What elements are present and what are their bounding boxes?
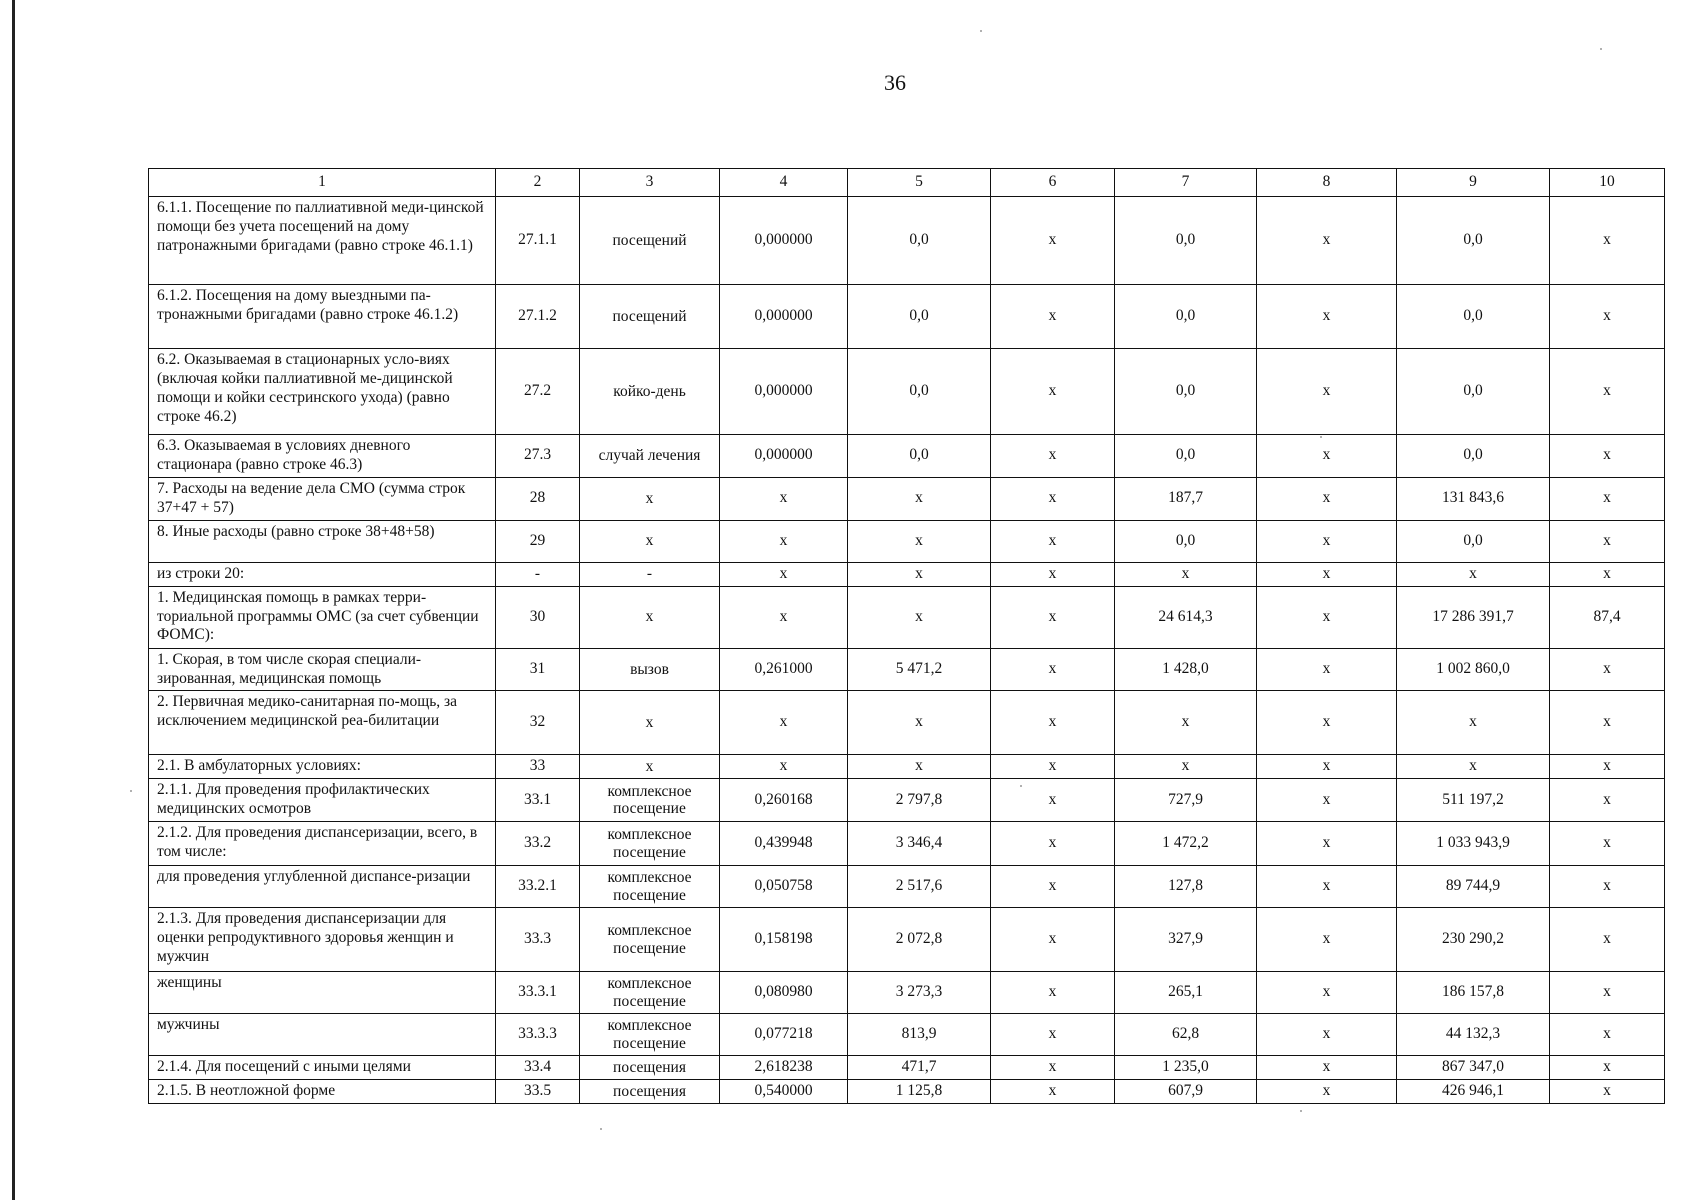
col10-value: х xyxy=(1550,1056,1665,1080)
col9-value: 17 286 391,7 xyxy=(1397,586,1550,648)
column-header: 5 xyxy=(848,169,991,197)
table-row xyxy=(149,822,1665,866)
row-unit: посещений xyxy=(580,197,720,285)
col4-value: х xyxy=(720,562,848,586)
col6-value: х xyxy=(991,908,1115,972)
col10-value: х xyxy=(1550,648,1665,691)
col10-value: х xyxy=(1550,285,1665,349)
col5-value: х xyxy=(848,477,991,520)
table-row xyxy=(149,349,1665,435)
row-unit: комплексное посещение xyxy=(580,866,720,908)
col7-value: х xyxy=(1115,755,1257,779)
row-name: 1. Скорая, в том числе скорая специали-зированная, медицинская помощь xyxy=(149,648,496,691)
col4-value: 0,050758 xyxy=(720,866,848,908)
col10-value: х xyxy=(1550,520,1665,562)
row-unit: койко-день xyxy=(580,349,720,435)
row-name: женщины xyxy=(149,972,496,1014)
col8-value: х xyxy=(1257,435,1397,478)
col7-value: 0,0 xyxy=(1115,285,1257,349)
row-name: 2. Первичная медико-санитарная по-мощь, за исключением медицинской реа-билитации xyxy=(149,691,496,755)
col7-value: 0,0 xyxy=(1115,197,1257,285)
col4-value: 0,439948 xyxy=(720,822,848,866)
row-code: 30 xyxy=(496,586,580,648)
col6-value: х xyxy=(991,562,1115,586)
row-unit: - xyxy=(580,562,720,586)
col10-value: х xyxy=(1550,822,1665,866)
col4-value: 0,077218 xyxy=(720,1014,848,1056)
col4-value: 0,540000 xyxy=(720,1080,848,1104)
col10-value: х xyxy=(1550,691,1665,755)
row-name: 2.1.3. Для проведения диспансеризации для оценки репродуктивного здоровья женщин и мужчин xyxy=(149,908,496,972)
col4-value: 0,260168 xyxy=(720,779,848,822)
row-code: 33.4 xyxy=(496,1056,580,1080)
col4-value: х xyxy=(720,477,848,520)
col7-value: х xyxy=(1115,691,1257,755)
data-table xyxy=(148,168,1665,1104)
col7-value: 24 614,3 xyxy=(1115,586,1257,648)
scan-speck xyxy=(1020,785,1022,787)
col7-value: 127,8 xyxy=(1115,866,1257,908)
table-row xyxy=(149,586,1665,648)
col4-value: 0,080980 xyxy=(720,972,848,1014)
col6-value: х xyxy=(991,197,1115,285)
col6-value: х xyxy=(991,1014,1115,1056)
col4-value: х xyxy=(720,755,848,779)
row-code: 33 xyxy=(496,755,580,779)
col7-value: 727,9 xyxy=(1115,779,1257,822)
scan-speck xyxy=(980,30,982,32)
row-code: 33.3 xyxy=(496,908,580,972)
row-code: 33.5 xyxy=(496,1080,580,1104)
col9-value: 89 744,9 xyxy=(1397,866,1550,908)
row-code: 27.1.1 xyxy=(496,197,580,285)
row-unit: посещений xyxy=(580,285,720,349)
col9-value: 0,0 xyxy=(1397,435,1550,478)
row-name: 8. Иные расходы (равно строке 38+48+58) xyxy=(149,520,496,562)
row-name: 2.1.2. Для проведения диспансеризации, всего, в том числе: xyxy=(149,822,496,866)
scan-speck xyxy=(600,1128,602,1130)
col5-value: 2 517,6 xyxy=(848,866,991,908)
col9-value: 0,0 xyxy=(1397,349,1550,435)
col7-value: 1 472,2 xyxy=(1115,822,1257,866)
row-name: 6.3. Оказываемая в условиях дневного стационара (равно строке 46.3) xyxy=(149,435,496,478)
col5-value: 1 125,8 xyxy=(848,1080,991,1104)
col9-value: 131 843,6 xyxy=(1397,477,1550,520)
col5-value: х xyxy=(848,691,991,755)
col8-value: х xyxy=(1257,285,1397,349)
col10-value: х xyxy=(1550,908,1665,972)
col4-value: 0,000000 xyxy=(720,197,848,285)
col6-value: х xyxy=(991,1056,1115,1080)
col6-value: х xyxy=(991,349,1115,435)
column-header: 8 xyxy=(1257,169,1397,197)
table-row xyxy=(149,779,1665,822)
page-left-border xyxy=(12,0,15,1200)
col7-value: 1 428,0 xyxy=(1115,648,1257,691)
table-row xyxy=(149,755,1665,779)
col6-value: х xyxy=(991,779,1115,822)
col6-value: х xyxy=(991,520,1115,562)
row-unit: случай лечения xyxy=(580,435,720,478)
col9-value: х xyxy=(1397,755,1550,779)
col6-value: х xyxy=(991,435,1115,478)
scan-speck xyxy=(1320,436,1322,438)
col7-value: 187,7 xyxy=(1115,477,1257,520)
col9-value: 230 290,2 xyxy=(1397,908,1550,972)
col4-value: 0,000000 xyxy=(720,285,848,349)
row-unit: вызов xyxy=(580,648,720,691)
col4-value: 0,158198 xyxy=(720,908,848,972)
col9-value: 0,0 xyxy=(1397,197,1550,285)
col10-value: х xyxy=(1550,779,1665,822)
column-header: 1 xyxy=(149,169,496,197)
scan-speck xyxy=(130,790,132,792)
page-number: 36 xyxy=(884,70,906,95)
col8-value: х xyxy=(1257,908,1397,972)
col10-value: х xyxy=(1550,562,1665,586)
table-row xyxy=(149,520,1665,562)
table-row xyxy=(149,1056,1665,1080)
col6-value: х xyxy=(991,691,1115,755)
row-name: 1. Медицинская помощь в рамках терри-ториальной программы ОМС (за счет субвенции ФОМС): xyxy=(149,586,496,648)
col5-value: 471,7 xyxy=(848,1056,991,1080)
col8-value: х xyxy=(1257,1080,1397,1104)
col5-value: х xyxy=(848,586,991,648)
col7-value: 62,8 xyxy=(1115,1014,1257,1056)
row-code: 33.3.1 xyxy=(496,972,580,1014)
col8-value: х xyxy=(1257,648,1397,691)
table-row xyxy=(149,1014,1665,1056)
scan-speck xyxy=(1300,1110,1302,1112)
col10-value: х xyxy=(1550,1080,1665,1104)
col9-value: 867 347,0 xyxy=(1397,1056,1550,1080)
column-header: 6 xyxy=(991,169,1115,197)
table-row xyxy=(149,908,1665,972)
col10-value: х xyxy=(1550,197,1665,285)
col9-value: 1 033 943,9 xyxy=(1397,822,1550,866)
col6-value: х xyxy=(991,866,1115,908)
col8-value: х xyxy=(1257,520,1397,562)
col10-value: 87,4 xyxy=(1550,586,1665,648)
table-row xyxy=(149,197,1665,285)
scan-speck xyxy=(1600,48,1602,50)
table-row xyxy=(149,562,1665,586)
col5-value: 0,0 xyxy=(848,349,991,435)
col7-value: х xyxy=(1115,562,1257,586)
row-code: 28 xyxy=(496,477,580,520)
col5-value: 0,0 xyxy=(848,197,991,285)
col7-value: 0,0 xyxy=(1115,520,1257,562)
row-code: 27.2 xyxy=(496,349,580,435)
row-code: 27.1.2 xyxy=(496,285,580,349)
col6-value: х xyxy=(991,648,1115,691)
row-unit: х xyxy=(580,691,720,755)
col8-value: х xyxy=(1257,477,1397,520)
col8-value: х xyxy=(1257,691,1397,755)
col9-value: х xyxy=(1397,562,1550,586)
col4-value: х xyxy=(720,586,848,648)
col4-value: 2,618238 xyxy=(720,1056,848,1080)
col9-value: 511 197,2 xyxy=(1397,779,1550,822)
table-row xyxy=(149,648,1665,691)
row-unit: комплексное посещение xyxy=(580,822,720,866)
col10-value: х xyxy=(1550,866,1665,908)
col6-value: х xyxy=(991,586,1115,648)
row-unit: комплексное посещение xyxy=(580,1014,720,1056)
col8-value: х xyxy=(1257,1056,1397,1080)
col4-value: 0,261000 xyxy=(720,648,848,691)
row-code: 33.3.3 xyxy=(496,1014,580,1056)
col9-value: 1 002 860,0 xyxy=(1397,648,1550,691)
col10-value: х xyxy=(1550,755,1665,779)
row-unit: посещения xyxy=(580,1080,720,1104)
col7-value: 607,9 xyxy=(1115,1080,1257,1104)
row-code: 33.1 xyxy=(496,779,580,822)
col7-value: 1 235,0 xyxy=(1115,1056,1257,1080)
col9-value: х xyxy=(1397,691,1550,755)
row-code: 31 xyxy=(496,648,580,691)
column-header: 3 xyxy=(580,169,720,197)
row-name: 2.1.1. Для проведения профилактических медицинских осмотров xyxy=(149,779,496,822)
col8-value: х xyxy=(1257,779,1397,822)
row-unit: комплексное посещение xyxy=(580,908,720,972)
col5-value: х xyxy=(848,755,991,779)
col9-value: 44 132,3 xyxy=(1397,1014,1550,1056)
row-unit: х xyxy=(580,586,720,648)
col5-value: 2 797,8 xyxy=(848,779,991,822)
row-unit: комплексное посещение xyxy=(580,779,720,822)
table-container xyxy=(148,168,1664,1104)
row-unit: х xyxy=(580,520,720,562)
col8-value: х xyxy=(1257,562,1397,586)
col5-value: 813,9 xyxy=(848,1014,991,1056)
row-name: 2.1.5. В неотложной форме xyxy=(149,1080,496,1104)
col9-value: 0,0 xyxy=(1397,285,1550,349)
row-code: - xyxy=(496,562,580,586)
row-unit: х xyxy=(580,477,720,520)
table-body xyxy=(149,197,1665,1104)
table-row xyxy=(149,435,1665,478)
col5-value: 0,0 xyxy=(848,285,991,349)
col10-value: х xyxy=(1550,1014,1665,1056)
col4-value: х xyxy=(720,520,848,562)
column-header: 2 xyxy=(496,169,580,197)
row-code: 27.3 xyxy=(496,435,580,478)
col8-value: х xyxy=(1257,586,1397,648)
column-header: 9 xyxy=(1397,169,1550,197)
col8-value: х xyxy=(1257,349,1397,435)
col8-value: х xyxy=(1257,822,1397,866)
row-unit: посещения xyxy=(580,1056,720,1080)
row-name: 6.1.2. Посещения на дому выездными па-тронажными бригадами (равно строке 46.1.2) xyxy=(149,285,496,349)
column-header: 7 xyxy=(1115,169,1257,197)
row-name: 6.1.1. Посещение по паллиативной меди-цинской помощи без учета посещений на дому патронажными бригадами (равно строке 46.1.1) xyxy=(149,197,496,285)
row-name: 2.1. В амбулаторных условиях: xyxy=(149,755,496,779)
col6-value: х xyxy=(991,477,1115,520)
row-name: мужчины xyxy=(149,1014,496,1056)
col7-value: 327,9 xyxy=(1115,908,1257,972)
row-name: 7. Расходы на ведение дела СМО (сумма строк 37+47 + 57) xyxy=(149,477,496,520)
row-unit: комплексное посещение xyxy=(580,972,720,1014)
table-row xyxy=(149,691,1665,755)
column-header: 4 xyxy=(720,169,848,197)
table-row xyxy=(149,866,1665,908)
col5-value: 3 273,3 xyxy=(848,972,991,1014)
table-row xyxy=(149,1080,1665,1104)
col4-value: 0,000000 xyxy=(720,435,848,478)
col5-value: 2 072,8 xyxy=(848,908,991,972)
col10-value: х xyxy=(1550,972,1665,1014)
table-row xyxy=(149,972,1665,1014)
col5-value: х xyxy=(848,520,991,562)
col9-value: 186 157,8 xyxy=(1397,972,1550,1014)
row-code: 32 xyxy=(496,691,580,755)
row-code: 33.2 xyxy=(496,822,580,866)
col6-value: х xyxy=(991,972,1115,1014)
col5-value: 5 471,2 xyxy=(848,648,991,691)
row-name: 2.1.4. Для посещений с иными целями xyxy=(149,1056,496,1080)
col4-value: 0,000000 xyxy=(720,349,848,435)
row-code: 29 xyxy=(496,520,580,562)
col7-value: 0,0 xyxy=(1115,349,1257,435)
col8-value: х xyxy=(1257,755,1397,779)
col10-value: х xyxy=(1550,435,1665,478)
col9-value: 0,0 xyxy=(1397,520,1550,562)
col5-value: 3 346,4 xyxy=(848,822,991,866)
table-row xyxy=(149,285,1665,349)
col8-value: х xyxy=(1257,1014,1397,1056)
col10-value: х xyxy=(1550,477,1665,520)
row-name: для проведения углубленной диспансе-ризации xyxy=(149,866,496,908)
col4-value: х xyxy=(720,691,848,755)
col8-value: х xyxy=(1257,866,1397,908)
header-row xyxy=(149,169,1665,197)
col8-value: х xyxy=(1257,972,1397,1014)
col6-value: х xyxy=(991,822,1115,866)
row-name: 6.2. Оказываемая в стационарных усло-виях (включая койки паллиативной ме-дицинской помощи и койки сестринского ухода) (равно строке 46.2) xyxy=(149,349,496,435)
col10-value: х xyxy=(1550,349,1665,435)
col6-value: х xyxy=(991,285,1115,349)
col6-value: х xyxy=(991,755,1115,779)
row-code: 33.2.1 xyxy=(496,866,580,908)
col6-value: х xyxy=(991,1080,1115,1104)
col8-value: х xyxy=(1257,197,1397,285)
col7-value: 0,0 xyxy=(1115,435,1257,478)
column-header: 10 xyxy=(1550,169,1665,197)
table-row xyxy=(149,477,1665,520)
row-unit: х xyxy=(580,755,720,779)
row-name: из строки 20: xyxy=(149,562,496,586)
col9-value: 426 946,1 xyxy=(1397,1080,1550,1104)
col5-value: х xyxy=(848,562,991,586)
col5-value: 0,0 xyxy=(848,435,991,478)
col7-value: 265,1 xyxy=(1115,972,1257,1014)
